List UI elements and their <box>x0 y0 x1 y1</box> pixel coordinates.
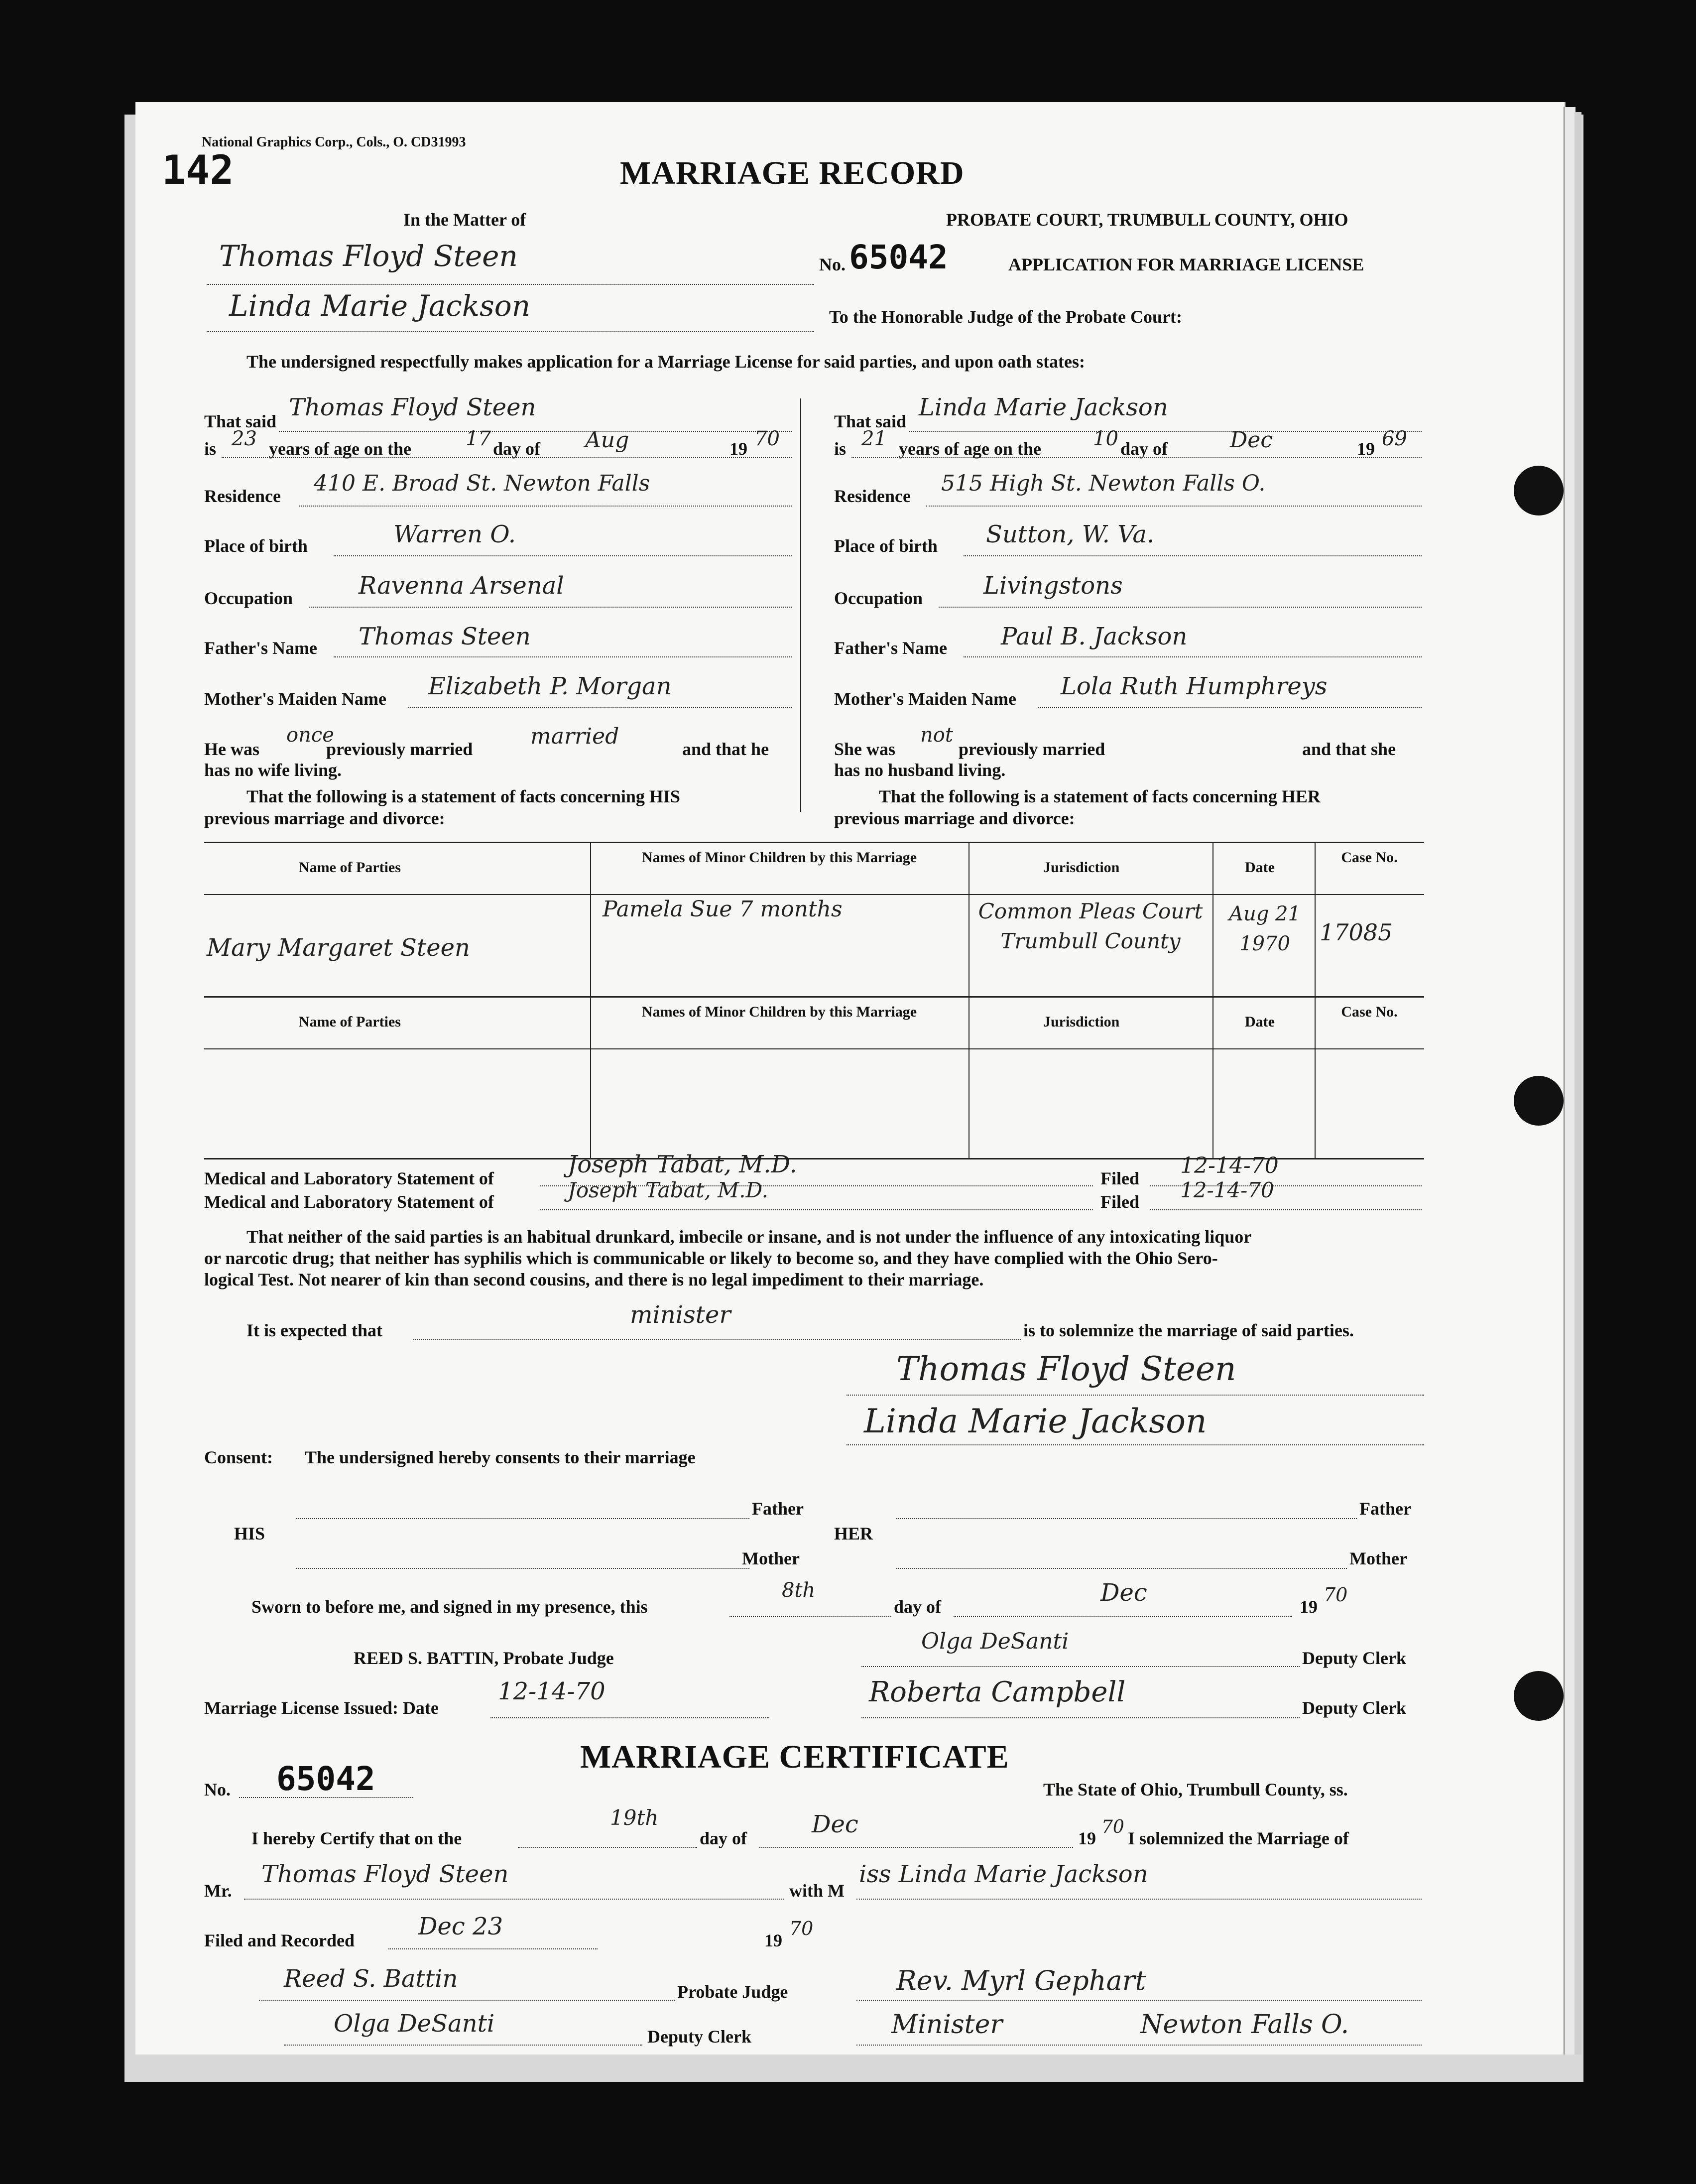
sworn-century: 19 <box>1300 1597 1318 1617</box>
sworn-month-line <box>954 1616 1292 1617</box>
cert-groom-name: Thomas Floyd Steen <box>261 1860 509 1888</box>
matter-line-2 <box>207 331 814 332</box>
groom-father-label: Father's Name <box>204 638 317 658</box>
groom-birthplace-label: Place of birth <box>204 536 308 556</box>
her-father-label: Father <box>1359 1499 1411 1519</box>
bride-prev-married-label: previously married <box>959 739 1105 759</box>
bride-day: 10 <box>1093 427 1118 450</box>
groom-is: is <box>204 439 217 459</box>
groom-was: once <box>286 724 334 747</box>
record-no-label: No. <box>819 255 846 274</box>
th2-date: Date <box>1245 1014 1275 1030</box>
medical-label-2: Medical and Laboratory Statement of <box>204 1192 494 1212</box>
certify-month-line <box>759 1847 1073 1848</box>
his-mother-label: Mother <box>742 1548 800 1568</box>
filed-recorded-label: Filed and Recorded <box>204 1930 355 1950</box>
certify-month: Dec <box>812 1810 858 1838</box>
groom-day: 17 <box>466 427 491 450</box>
bride-year: 69 <box>1382 427 1407 450</box>
medical-label-1: Medical and Laboratory Statement of <box>204 1168 494 1188</box>
bride-residence: 515 High St. Newton Falls O. <box>941 471 1266 496</box>
bride-residence-line <box>926 506 1422 507</box>
bride-birthplace-line <box>964 555 1422 556</box>
certificate-number-line <box>239 1797 413 1798</box>
certify-day-of-label: day of <box>700 1828 747 1848</box>
groom-was-label: He was <box>204 739 259 759</box>
groom-occupation: Ravenna Arsenal <box>359 572 564 600</box>
deputy-clerk-2-label: Deputy Clerk <box>1302 1698 1406 1718</box>
groom-occupation-line <box>309 607 792 608</box>
medical-line-2 <box>540 1209 1093 1210</box>
bride-mother: Lola Ruth Humphreys <box>1061 672 1328 700</box>
groom-birthplace-line <box>334 555 792 556</box>
his-label: HIS <box>234 1524 265 1543</box>
page-edge <box>1564 107 1575 2055</box>
medical-filed-2: 12-14-70 <box>1180 1178 1274 1202</box>
groom-signature: Thomas Floyd Steen <box>896 1350 1236 1388</box>
cert-deputy-clerk-label: Deputy Clerk <box>647 2027 751 2047</box>
medical-filed-1: 12-14-70 <box>1180 1153 1279 1178</box>
license-issued-label: Marriage License Issued: Date <box>204 1698 439 1718</box>
certificate-number: 65042 <box>276 1760 375 1798</box>
groom-prev-status: married <box>530 724 619 749</box>
groom-facts-2: previous marriage and divorce: <box>204 808 445 828</box>
minister-signature: Rev. Myrl Gephart <box>896 1965 1146 1996</box>
bride-name-line <box>909 431 1422 432</box>
bride-and-that: and that she <box>1302 739 1396 759</box>
bride-signature-line <box>847 1444 1424 1445</box>
groom-century: 19 <box>729 439 747 459</box>
page-edge-back <box>1575 112 1581 2055</box>
her-mother-label: Mother <box>1349 1548 1407 1568</box>
deputy-clerk-1-label: Deputy Clerk <box>1302 1648 1406 1668</box>
consent-text: The undersigned hereby consents to their marriage <box>305 1447 696 1467</box>
sworn-day-line <box>729 1616 891 1617</box>
intro-statement: The undersigned respectfully makes application for a Marriage License for said parties, and upon oath states: <box>246 352 1086 372</box>
deputy-clerk-1-line <box>861 1666 1300 1667</box>
th-date: Date <box>1245 859 1275 876</box>
bride-was-label: She was <box>834 739 896 759</box>
officiant: minister <box>630 1301 731 1329</box>
table-top-border <box>204 842 1424 843</box>
license-issued-date: 12-14-70 <box>498 1677 606 1705</box>
bride-age: 21 <box>861 427 887 450</box>
th2-children: Names of Minor Children by this Marriage <box>641 1004 917 1020</box>
honorable-judge: To the Honorable Judge of the Probate Court: <box>829 307 1182 327</box>
binder-hole-top <box>1514 466 1564 515</box>
groom-prev-married-label: previously married <box>326 739 473 759</box>
bride-facts-1: That the following is a statement of facts concerning HER <box>879 786 1321 806</box>
her-mother-line <box>896 1568 1347 1569</box>
groom-and-that: and that he <box>682 739 769 759</box>
bride-is: is <box>834 439 847 459</box>
solemnize-suffix: is to solemnize the marriage of said parties. <box>1023 1320 1354 1340</box>
bride-occupation: Livingstons <box>983 572 1123 600</box>
certify-day-line <box>518 1847 697 1848</box>
groom-facts-1: That the following is a statement of facts concerning HIS <box>246 786 680 806</box>
her-father-line <box>896 1518 1357 1519</box>
solemnize-prefix: It is expected that <box>246 1320 382 1340</box>
bride-no-husband: has no husband living. <box>834 760 1006 780</box>
table-header2-border <box>204 1048 1424 1049</box>
groom-residence-label: Residence <box>204 486 281 506</box>
cert-judge-signature: Reed S. Battin <box>284 1965 458 1993</box>
th2-parties: Name of Parties <box>299 1014 401 1030</box>
page-number: 142 <box>162 147 234 193</box>
consent-label: Consent: <box>204 1447 273 1467</box>
binder-hole-middle <box>1514 1076 1564 1126</box>
groom-year: 70 <box>754 427 780 450</box>
sworn-prefix: Sworn to before me, and signed in my presence, this <box>251 1597 648 1617</box>
filed-year: 70 <box>789 1918 814 1939</box>
minister-title: Minister <box>891 2010 1003 2040</box>
bride-signature: Linda Marie Jackson <box>864 1402 1207 1440</box>
filed-century: 19 <box>764 1930 782 1950</box>
record-number: 65042 <box>849 238 948 276</box>
groom-month: Aug <box>585 427 629 453</box>
bride-years-label: years of age on the <box>899 439 1041 459</box>
bride-month: Dec <box>1230 427 1273 453</box>
sworn-month: Dec <box>1100 1579 1147 1607</box>
oath-line-3: logical Test. Not nearer of kin than second cousins, and there is no legal impediment to their marriage. <box>204 1270 984 1289</box>
groom-father: Thomas Steen <box>359 623 531 650</box>
cert-clerk-signature: Olga DeSanti <box>334 2010 495 2038</box>
cert-probate-judge-label: Probate Judge <box>677 1982 788 2002</box>
binder-hole-bottom <box>1514 1671 1564 1721</box>
groom-age-line <box>222 457 792 458</box>
his-father-line <box>296 1518 749 1519</box>
groom-day-of-label: day of <box>493 439 541 459</box>
bride-mother-line <box>1038 707 1422 708</box>
bride-day-of-label: day of <box>1120 439 1168 459</box>
table-header-border <box>204 894 1424 895</box>
groom-father-line <box>334 656 792 657</box>
th-case: Case No. <box>1341 849 1398 866</box>
cert-clerk-line <box>284 2045 642 2046</box>
cert-with-m: with M <box>789 1881 845 1901</box>
row1-jurisdiction: Common Pleas Court Trumbull County <box>978 899 1203 953</box>
row1-party: Mary Margaret Steen <box>207 934 470 962</box>
oath-line-2: or narcotic drug; that neither has syphilis which is communicable or likely to become so, and they have complied with the Ohio Sero- <box>204 1248 1218 1268</box>
sworn-year: 70 <box>1324 1584 1348 1606</box>
cert-bride-line <box>856 1899 1422 1900</box>
printer-imprint: National Graphics Corp., Cols., O. CD31993 <box>202 134 466 150</box>
table-col-3 <box>1212 842 1213 1158</box>
bride-residence-label: Residence <box>834 486 911 506</box>
th2-case: Case No. <box>1341 1004 1398 1020</box>
groom-mother-line <box>408 707 792 708</box>
bride-mother-label: Mother's Maiden Name <box>834 689 1016 709</box>
bride-father-line <box>964 656 1422 657</box>
groom-mother: Elizabeth P. Morgan <box>428 672 672 700</box>
bride-father: Paul B. Jackson <box>1001 623 1188 650</box>
medical-filed-2-label: Filed <box>1100 1192 1139 1212</box>
his-mother-line <box>296 1568 749 1569</box>
row1-case: 17085 <box>1320 919 1393 946</box>
bride-century: 19 <box>1357 439 1375 459</box>
groom-that-said: That said <box>204 411 277 431</box>
bride-occupation-line <box>939 607 1422 608</box>
cert-judge-line <box>259 2000 675 2001</box>
groom-occupation-label: Occupation <box>204 588 293 608</box>
row1-date: Aug 21 1970 <box>1229 902 1301 955</box>
oath-line-1: That neither of the said parties is an habitual drunkard, imbecile or insane, and is not under the influence of any intoxicating liquor <box>246 1227 1252 1247</box>
bride-father-label: Father's Name <box>834 638 947 658</box>
filed-recorded-line <box>388 1948 598 1949</box>
groom-residence: 410 E. Broad St. Newton Falls <box>314 471 650 496</box>
sworn-day: 8th <box>782 1579 816 1602</box>
matter-groom-name: Thomas Floyd Steen <box>219 239 518 273</box>
bride-facts-2: previous marriage and divorce: <box>834 808 1075 828</box>
minister-place: Newton Falls O. <box>1140 2010 1349 2040</box>
groom-years-label: years of age on the <box>269 439 411 459</box>
bride-occupation-label: Occupation <box>834 588 923 608</box>
th2-jurisdiction: Jurisdiction <box>1043 1014 1120 1030</box>
deputy-clerk-2-signature: Roberta Campbell <box>869 1676 1126 1708</box>
groom-residence-line <box>299 506 792 507</box>
certify-solemnized: I solemnized the Marriage of <box>1128 1828 1349 1848</box>
bride-was: not <box>920 724 953 747</box>
court-name: PROBATE COURT, TRUMBULL COUNTY, OHIO <box>946 210 1348 230</box>
sworn-day-of-label: day of <box>894 1597 942 1617</box>
certify-century: 19 <box>1078 1828 1096 1848</box>
license-date-line <box>490 1717 769 1718</box>
th-jurisdiction: Jurisdiction <box>1043 859 1120 876</box>
matter-bride-name: Linda Marie Jackson <box>229 289 531 323</box>
application-title: APPLICATION FOR MARRIAGE LICENSE <box>1008 255 1364 274</box>
bride-birthplace-label: Place of birth <box>834 536 938 556</box>
row1-children: Pamela Sue 7 months <box>603 897 843 922</box>
minister-signature-line <box>856 2000 1422 2001</box>
medical-filed-1-label: Filed <box>1100 1168 1139 1188</box>
his-father-label: Father <box>752 1499 804 1519</box>
certificate-state: The State of Ohio, Trumbull County, ss. <box>1043 1780 1348 1799</box>
bride-age-line <box>851 457 1422 458</box>
filed-recorded-date: Dec 23 <box>418 1913 503 1940</box>
medical-filed-line-2 <box>1150 1209 1422 1210</box>
medical-doctor-2: Joseph Tabat, M.D. <box>568 1178 768 1202</box>
groom-name-line <box>279 431 792 432</box>
table-col-1 <box>590 842 591 1158</box>
certify-day: 19th <box>610 1805 659 1830</box>
column-divider <box>800 398 801 812</box>
probate-judge-name: REED S. BATTIN, Probate Judge <box>354 1648 614 1668</box>
groom-age: 23 <box>232 427 257 450</box>
certify-year: 70 <box>1101 1817 1124 1837</box>
cert-bride-name: iss Linda Marie Jackson <box>859 1860 1148 1888</box>
cert-groom-line <box>244 1899 784 1900</box>
deputy-clerk-2-line <box>861 1717 1300 1718</box>
table-mid-border <box>204 996 1424 998</box>
deputy-clerk-1-signature: Olga DeSanti <box>921 1629 1069 1654</box>
solemnize-line <box>413 1339 1021 1340</box>
bride-name: Linda Marie Jackson <box>919 393 1168 421</box>
cert-mr-label: Mr. <box>204 1881 232 1901</box>
groom-name: Thomas Floyd Steen <box>289 393 536 421</box>
groom-signature-line <box>847 1395 1424 1396</box>
groom-mother-label: Mother's Maiden Name <box>204 689 386 709</box>
th-parties: Name of Parties <box>299 859 401 876</box>
medical-doctor-1: Joseph Tabat, M.D. <box>568 1151 797 1178</box>
in-the-matter-label: In the Matter of <box>403 210 526 230</box>
certificate-no-label: No. <box>204 1780 231 1799</box>
certify-text: I hereby Certify that on the <box>251 1828 462 1848</box>
bride-birthplace: Sutton, W. Va. <box>986 520 1155 548</box>
groom-birthplace: Warren O. <box>393 520 516 548</box>
her-label: HER <box>834 1524 873 1543</box>
table-col-4 <box>1315 842 1316 1158</box>
certificate-title: MARRIAGE CERTIFICATE <box>580 1739 1009 1775</box>
minister-place-line <box>856 2045 1422 2046</box>
groom-no-wife: has no wife living. <box>204 760 342 780</box>
bride-that-said: That said <box>834 411 907 431</box>
matter-line-1 <box>207 284 814 285</box>
record-title: MARRIAGE RECORD <box>620 155 965 191</box>
th-children: Names of Minor Children by this Marriage <box>641 849 917 866</box>
